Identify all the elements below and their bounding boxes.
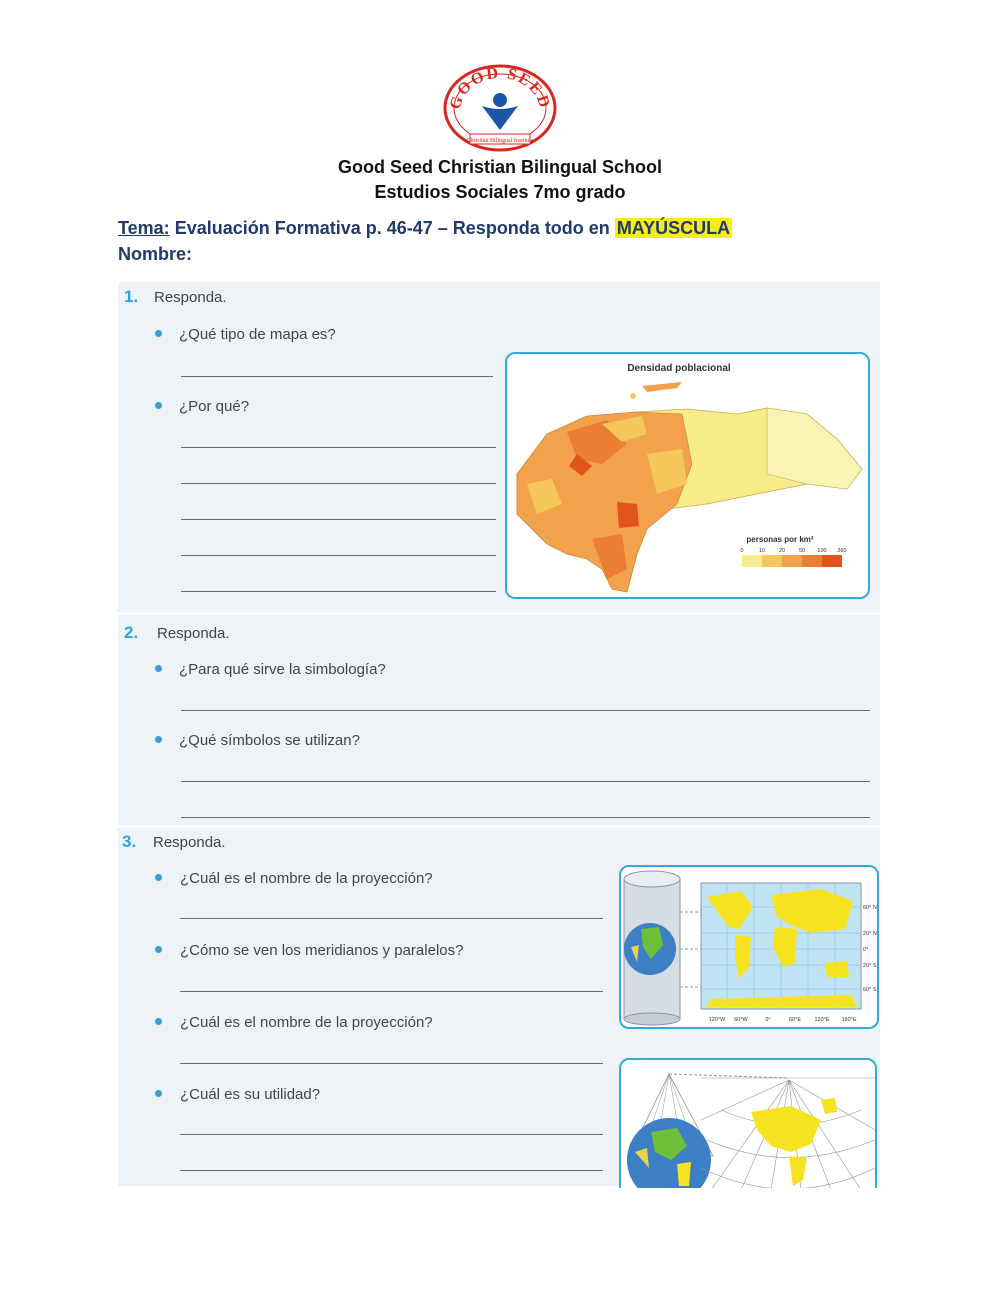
tema-line [118,218,732,239]
answer-line[interactable] [181,519,496,520]
answer-line[interactable] [181,555,496,556]
lon-label: 120°E [814,1017,830,1023]
question-1b: ¿Por qué? [179,398,250,415]
question-3b: ¿Cómo se ven los meridianos y paralelos? [180,942,464,959]
section-divider [118,825,880,828]
bullet [155,665,162,672]
answer-line[interactable] [180,1134,603,1135]
lat-label: 0° [863,947,869,953]
question-2a: ¿Para qué sirve la simbología? [179,661,386,678]
question-3a: ¿Cuál es el nombre de la proyección? [180,870,433,887]
legend-tick: 260 [837,548,847,554]
tema-highlight: MAYÚSCULA [616,218,731,238]
bullet [155,1018,162,1025]
legend-tick: 0 [740,548,744,554]
legend-swatch-3 [802,555,822,567]
bullet [155,736,162,743]
section-3-number: 3. [122,832,137,851]
density-legend [740,548,846,567]
section-2-instruction: Responda. [157,625,230,642]
tema-label: Tema: [118,218,170,238]
answer-line[interactable] [181,710,870,711]
question-3c: ¿Cuál es el nombre de la proyección? [180,1014,433,1031]
bullet [155,402,162,409]
legend-tick: 50 [798,548,806,554]
logo-subtext: Christian Bilingual Institute [466,138,534,144]
question-1a: ¿Qué tipo de mapa es? [179,326,336,343]
legend-swatch-0 [742,555,762,567]
section-2-number: 2. [124,623,139,642]
question-2b: ¿Qué símbolos se utilizan? [179,732,360,749]
answer-line[interactable] [180,991,603,992]
logo-text: GOOD SEED [446,64,554,112]
lat-label: 20° N [863,931,877,937]
bullet [155,946,162,953]
legend-swatch-2 [782,555,802,567]
tema-text: Evaluación Formativa p. 46-47 – Responda todo en [169,218,615,238]
answer-line[interactable] [180,918,603,919]
section-divider [118,612,880,615]
cylindrical-projection-figure [619,865,879,1029]
answer-line[interactable] [181,447,496,448]
bullet [155,874,162,881]
lon-label: 60°E [789,1017,801,1023]
legend-tick: 100 [817,548,827,554]
question-3d: ¿Cuál es su utilidad? [180,1086,321,1103]
lat-label: 20° S [863,963,877,969]
legend-swatch-4 [822,555,842,567]
school-logo [440,62,560,154]
legend-tick: 10 [758,548,766,554]
legend-swatch-1 [762,555,782,567]
bullet [155,1090,162,1097]
section-3-instruction: Responda. [153,834,226,851]
legend-tick: 20 [778,548,786,554]
answer-line[interactable] [181,591,496,592]
answer-line[interactable] [180,1170,603,1171]
answer-line[interactable] [181,483,496,484]
density-map-figure [505,352,870,599]
answer-line[interactable] [180,1063,603,1064]
answer-line[interactable] [181,781,870,782]
section-1-number: 1. [124,287,139,306]
legend-title: personas por km² [746,535,814,544]
nombre-label: Nombre: [118,244,193,264]
lat-label: 60° N [863,905,877,911]
lon-label: 180°E [841,1017,857,1023]
lon-label: 60°W [734,1017,748,1023]
answer-line[interactable] [181,376,493,377]
section-1-instruction: Responda. [154,289,227,306]
course-name: Estudios Sociales 7mo grado [374,182,626,202]
answer-line[interactable] [181,817,870,818]
density-map-title: Densidad poblacional [627,363,731,374]
conic-projection-figure [619,1058,877,1188]
lon-label: 0° [765,1017,771,1023]
bullet [155,330,162,337]
lat-label: 60° S [863,987,877,993]
school-name: Good Seed Christian Bilingual School [337,157,663,177]
lon-label: 120°W [708,1017,726,1023]
